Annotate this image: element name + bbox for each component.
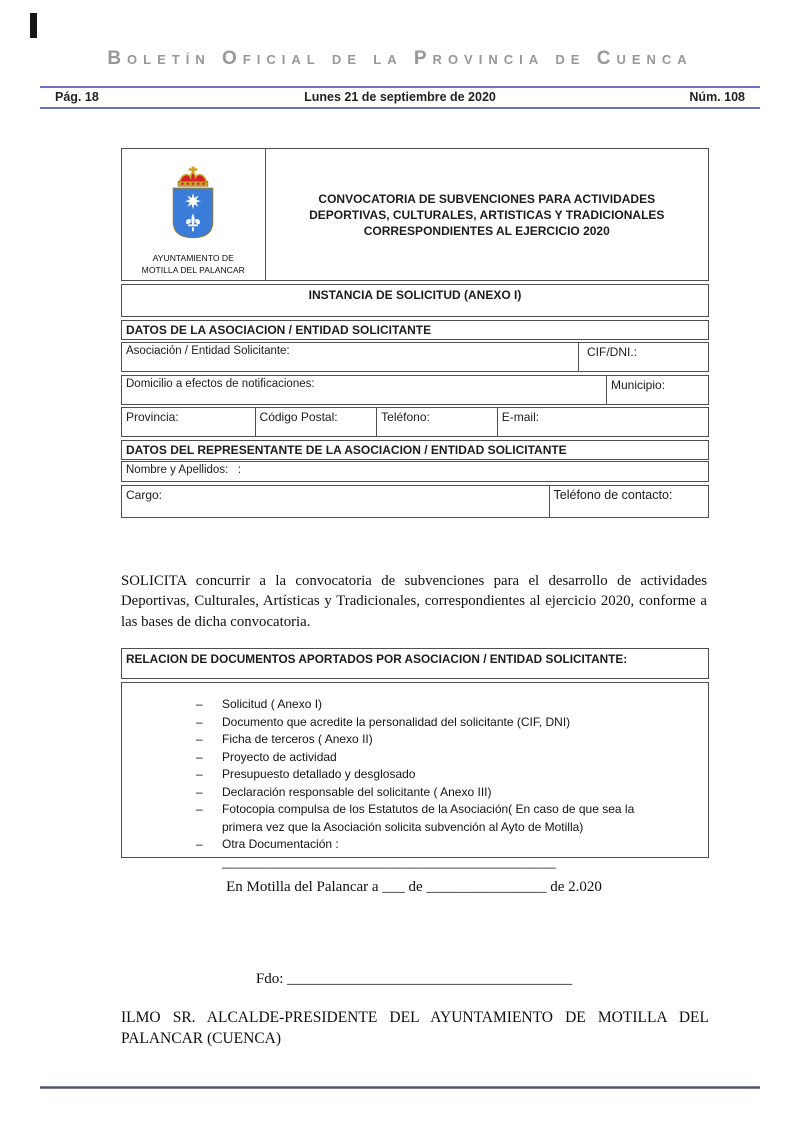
form-header-row (121, 148, 709, 281)
section-association-header (121, 320, 709, 340)
document-item-text: Ficha de terceros ( Anexo II) (222, 732, 373, 746)
field-province[interactable]: Provincia: (126, 410, 179, 424)
document-list-item (196, 836, 708, 871)
organization-name: AYUNTAMIENTO DE MOTILLA DEL PALANCAR (141, 253, 245, 275)
field-cif-dni[interactable]: CIF/DNI.: (578, 343, 708, 371)
row-association (121, 342, 709, 372)
document-item-text: Solicitud ( Anexo I) (222, 697, 323, 711)
logo-cell (122, 149, 265, 280)
section-representative-header (121, 440, 709, 460)
scan-artifact-mark (30, 13, 37, 38)
header-meta-row (55, 90, 745, 104)
field-position[interactable]: Cargo: (126, 488, 163, 502)
field-email[interactable]: E-mail: (497, 408, 708, 436)
issue-date: Lunes 21 de septiembre de 2020 (304, 90, 496, 104)
addressee-paragraph (121, 1007, 709, 1049)
row-position (121, 485, 709, 518)
form-title: CONVOCATORIA DE SUBVENCIONES PARA ACTIVIDADES DEPORTIVAS, CULTURALES, ARTISTICAS Y TRADICIONALES CORRESPONDIENTES AL EJERCICIO 2020 (309, 191, 665, 238)
field-municipality[interactable]: Municipio: (606, 376, 708, 404)
request-paragraph: SOLICITA concurrir a la convocatoria de subvenciones para el desarrollo de actividades Deportivas, Culturales, Artísticas y Tradicionales, correspondientes al ejercicio 2020, conforme a las bases de dicha convocatoria. (121, 572, 707, 630)
dash-bullet-icon: – (196, 749, 203, 764)
masthead-title: Boletín Oficial de la Provincia de Cuenca (107, 48, 693, 69)
page-number: Pág. 18 (55, 90, 99, 104)
signature-line[interactable]: Fdo: ______________________________________ (255, 971, 573, 987)
dash-bullet-icon: – (196, 697, 203, 711)
dash-bullet-icon: – (196, 714, 203, 729)
document-list-item (196, 784, 708, 802)
document-list-item (196, 766, 708, 784)
document-item-text: Proyecto de actividad (222, 749, 337, 764)
field-association-name[interactable]: Asociación / Entidad Solicitante: (126, 345, 290, 357)
form-subtitle: INSTANCIA DE SOLICITUD (ANEXO I) (308, 288, 522, 302)
footer-rule (40, 1086, 760, 1089)
document-list-item (196, 714, 708, 732)
dash-bullet-icon: – (196, 837, 203, 851)
section-representative-title: DATOS DEL REPRESENTANTE DE LA ASOCIACION / ENTIDAD SOLICITANTE (126, 443, 567, 457)
form-title-cell (265, 149, 708, 280)
document-item-text: Documento que acredite la personalidad del solicitante (CIF, DNI) (222, 714, 571, 729)
document-list-item (196, 731, 708, 749)
issue-number: Núm. 108 (689, 90, 745, 104)
documents-list (121, 682, 709, 869)
field-full-name[interactable]: Nombre y Apellidos: : (126, 464, 242, 476)
field-phone[interactable]: Teléfono: (376, 408, 497, 436)
form-subtitle-row (121, 284, 709, 317)
document-item-text: Otra Documentación : __________________________________________________ (222, 837, 556, 869)
document-item-text: Fotocopia compulsa de los Estatutos de la Asociación( En caso de que sea la primera vez que la Asociación solicita subvención al Ayto de Motilla) (222, 802, 635, 834)
row-address (121, 375, 709, 405)
coat-of-arms-icon (162, 157, 224, 249)
section-association-title: DATOS DE LA ASOCIACION / ENTIDAD SOLICITANTE (126, 323, 432, 337)
dash-bullet-icon: – (196, 784, 203, 799)
dash-bullet-icon: – (196, 732, 203, 746)
header-rule-bottom (40, 107, 760, 109)
dash-bullet-icon: – (196, 767, 203, 781)
header-rule-top (40, 86, 760, 88)
document-list-item (196, 801, 708, 836)
document-item-text: Presupuesto detallado y desglosado (222, 767, 416, 781)
application-form-table (121, 148, 709, 518)
dash-bullet-icon: – (196, 802, 203, 816)
document-list-item (196, 749, 708, 767)
addressee-line2: PALANCAR (CUENCA) (121, 1030, 282, 1047)
date-fill-line[interactable]: En Motilla del Palancar a ___ de ________________ de 2.020 (226, 879, 602, 895)
row-contact (121, 407, 709, 437)
field-contact-phone[interactable]: Teléfono de contacto: (549, 486, 708, 517)
document-list-item (196, 696, 708, 714)
documents-section-title: RELACION DE DOCUMENTOS APORTADOS POR ASOCIACION / ENTIDAD SOLICITANTE: (121, 648, 709, 679)
field-address[interactable]: Domicilio a efectos de notificaciones: (126, 378, 315, 390)
document-item-text: Declaración responsable del solicitante ( Anexo III) (222, 784, 492, 799)
addressee-line1: ILMO SR. ALCALDE-PRESIDENTE DEL AYUNTAMIENTO DE MOTILLA DEL (121, 1009, 709, 1026)
field-postal-code[interactable]: Código Postal: (255, 408, 377, 436)
row-name (121, 461, 709, 482)
